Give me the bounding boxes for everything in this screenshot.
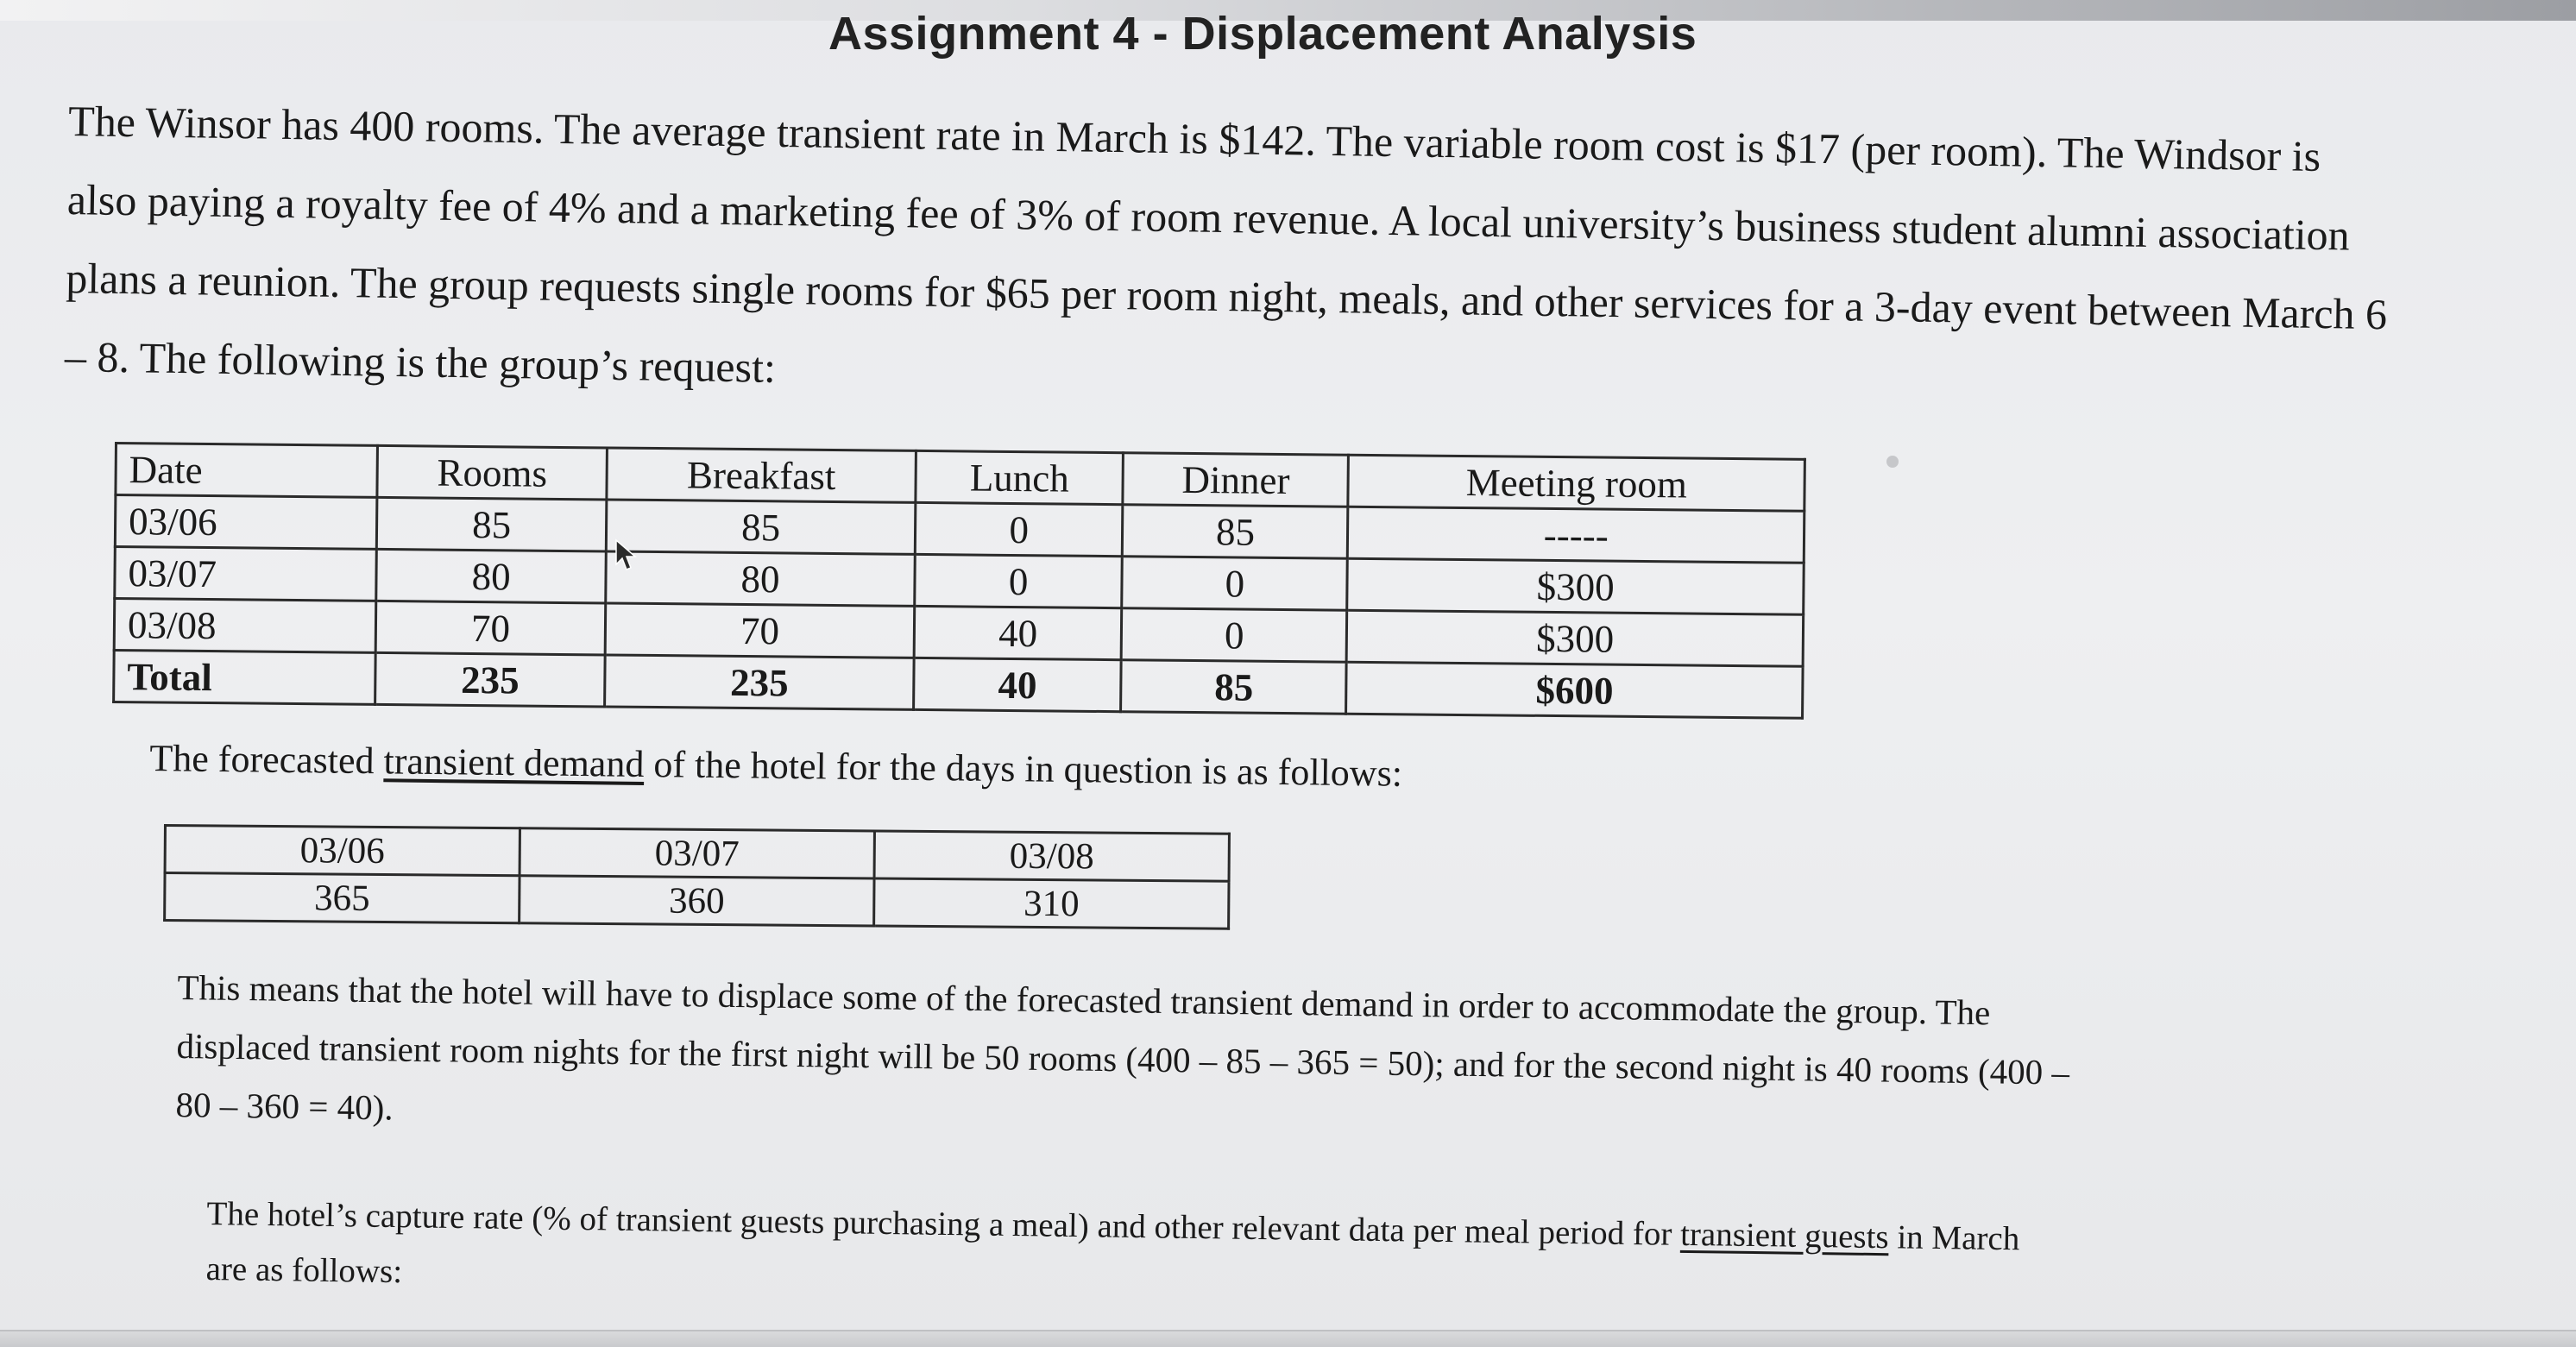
assignment-title: Assignment 4 - Displacement Analysis bbox=[828, 8, 1697, 60]
total-meeting-room: $600 bbox=[1346, 662, 1803, 718]
forecast-text-before: The forecasted bbox=[149, 736, 384, 783]
row-dinner: 0 bbox=[1122, 608, 1348, 663]
header-lunch: Lunch bbox=[916, 450, 1124, 504]
displacement-paragraph bbox=[175, 958, 2070, 1161]
group-request-table bbox=[112, 442, 1806, 720]
transient-demand-table bbox=[163, 824, 1231, 930]
transient-date: 03/06 bbox=[165, 826, 520, 876]
row-breakfast: 80 bbox=[606, 551, 915, 606]
transient-value: 365 bbox=[165, 873, 520, 923]
header-date: Date bbox=[116, 444, 378, 498]
total-rooms: 235 bbox=[375, 652, 606, 707]
total-lunch: 40 bbox=[913, 658, 1121, 711]
displacement-line-1: This means that the hotel will have to displace some of the forecasted transient demand in order to accommodate the group. The bbox=[177, 966, 1991, 1033]
displacement-line-3: 80 – 360 = 40). bbox=[175, 1084, 394, 1128]
mouse-pointer-icon bbox=[614, 538, 640, 573]
forecast-sentence bbox=[149, 719, 1403, 813]
capture-text-before: The hotel’s capture rate (% of transient guests purchasing a meal) and other relevant data per meal period for bbox=[206, 1194, 1681, 1253]
total-dinner: 85 bbox=[1121, 660, 1347, 714]
header-rooms: Rooms bbox=[377, 445, 608, 500]
transient-demand-underlined: transient demand bbox=[383, 740, 645, 785]
capture-rate-line-2: are as follows: bbox=[205, 1249, 403, 1291]
intro-line-1: The Winsor has 400 rooms. The average transient rate in March is $142. The variable room cost is $17 (per room). The Windsor is bbox=[67, 96, 2321, 180]
row-dinner: 85 bbox=[1123, 505, 1349, 559]
transient-date: 03/07 bbox=[520, 828, 874, 878]
row-meeting-room: $300 bbox=[1347, 558, 1804, 614]
transient-date: 03/08 bbox=[874, 831, 1229, 881]
row-meeting-room: ----- bbox=[1348, 507, 1804, 563]
intro-line-3: plans a reunion. The group requests single rooms for $65 per room night, meals, and other services for a 3-day event between March 6 bbox=[65, 253, 2388, 339]
total-label: Total bbox=[114, 651, 376, 705]
row-date: 03/08 bbox=[114, 599, 376, 653]
row-lunch: 0 bbox=[915, 502, 1123, 556]
transient-value-row bbox=[165, 873, 1229, 929]
forecast-text-after: of the hotel for the days in question is as follows: bbox=[644, 742, 1403, 795]
row-meeting-room: $300 bbox=[1347, 610, 1804, 666]
header-breakfast: Breakfast bbox=[607, 448, 916, 502]
header-meeting-room: Meeting room bbox=[1348, 455, 1804, 511]
transient-value: 310 bbox=[874, 878, 1229, 928]
displacement-line-2: displaced transient room nights for the first night will be 50 rooms (400 – 85 – 365 = 50); and for the second night is 40 rooms (400 – bbox=[176, 1025, 2070, 1092]
total-breakfast: 235 bbox=[605, 655, 914, 709]
transient-guests-underlined: transient guests bbox=[1679, 1215, 1889, 1256]
row-rooms: 70 bbox=[375, 601, 606, 655]
header-dinner: Dinner bbox=[1123, 453, 1349, 507]
intro-line-2: also paying a royalty fee of 4% and a marketing fee of 3% of room revenue. A local university’s business student alumni association bbox=[66, 174, 2351, 260]
row-date: 03/06 bbox=[115, 495, 377, 550]
screen-speck bbox=[1886, 456, 1899, 468]
intro-line-4: – 8. The following is the group’s request: bbox=[64, 331, 777, 392]
row-lunch: 0 bbox=[915, 554, 1123, 607]
intro-paragraph bbox=[64, 82, 2390, 432]
row-rooms: 85 bbox=[376, 497, 607, 551]
row-breakfast: 70 bbox=[605, 603, 914, 658]
row-date: 03/07 bbox=[115, 547, 377, 601]
row-dinner: 0 bbox=[1122, 557, 1348, 611]
row-rooms: 80 bbox=[376, 549, 607, 603]
row-breakfast: 85 bbox=[606, 500, 915, 554]
page-bottom-edge bbox=[0, 1330, 2576, 1347]
transient-value: 360 bbox=[520, 876, 874, 926]
transient-date-row bbox=[165, 826, 1229, 882]
capture-rate-paragraph bbox=[205, 1186, 2019, 1322]
capture-text-after: in March bbox=[1888, 1218, 2020, 1258]
row-lunch: 40 bbox=[914, 606, 1122, 659]
